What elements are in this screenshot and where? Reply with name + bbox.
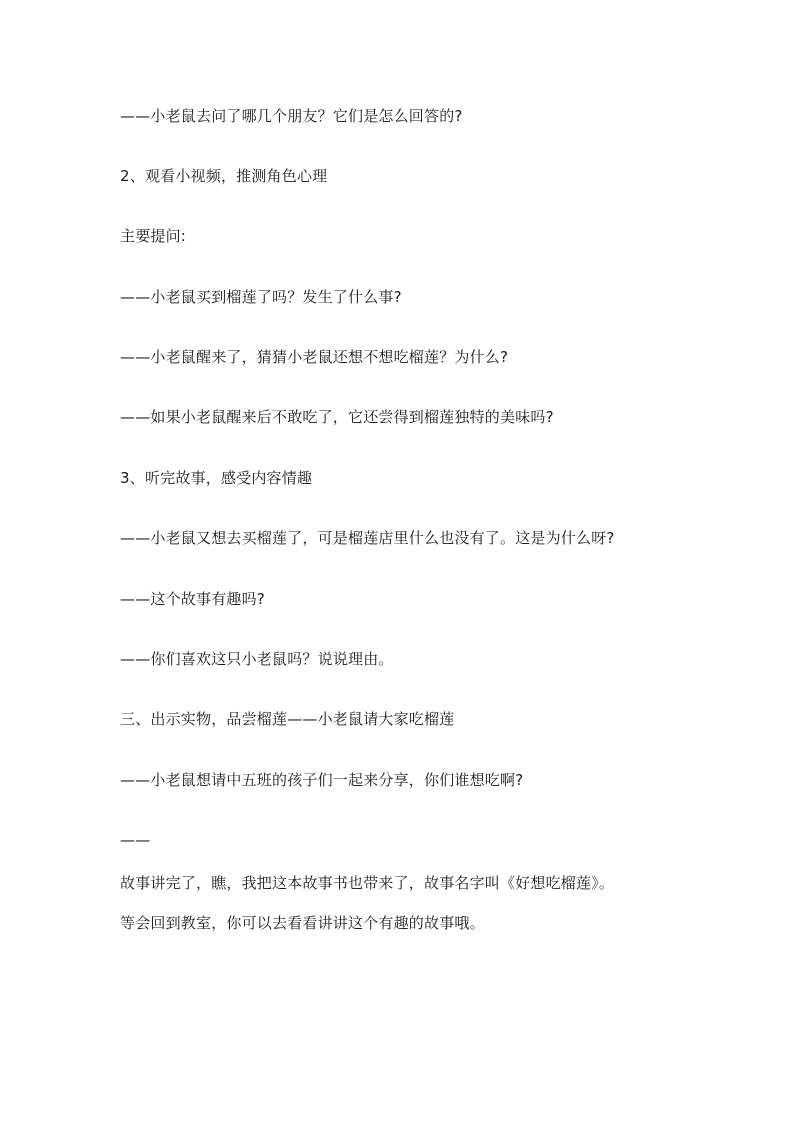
question-like-mouse: ——你们喜欢这只小老鼠吗？说说理由。: [120, 650, 394, 668]
section-2-heading: 2、观看小视频，推测角色心理: [120, 167, 328, 185]
section-three-heading: 三、出示实物，品尝榴莲——小老鼠请大家吃榴莲: [120, 710, 455, 728]
question-bought-durian: ——小老鼠买到榴莲了吗？发生了什么事?: [120, 288, 402, 306]
question-taste: ——如果小老鼠醒来后不敢吃了，它还尝得到榴莲独特的美味吗?: [120, 408, 554, 426]
dash-line: ——: [120, 831, 151, 849]
main-questions-label: 主要提问:: [120, 227, 187, 245]
question-friends: ——小老鼠去问了哪几个朋友？它们是怎么回答的?: [120, 107, 463, 125]
question-share: ——小老鼠想请中五班的孩子们一起来分享，你们谁想吃啊?: [120, 771, 524, 789]
section-3-heading: 3、听完故事，感受内容情趣: [120, 469, 313, 487]
question-interesting: ——这个故事有趣吗?: [120, 590, 265, 608]
back-to-classroom-text: 等会回到教室，你可以去看看讲讲这个有趣的故事哦。: [120, 914, 485, 932]
story-finished-text: 故事讲完了，瞧，我把这本故事书也带来了，故事名字叫《好想吃榴莲》。: [120, 874, 615, 892]
question-shop-empty: ——小老鼠又想去买榴莲了，可是榴莲店里什么也没有了。这是为什么呀?: [120, 529, 615, 547]
question-woke-up: ——小老鼠醒来了，猜猜小老鼠还想不想吃榴莲？为什么?: [120, 348, 509, 366]
